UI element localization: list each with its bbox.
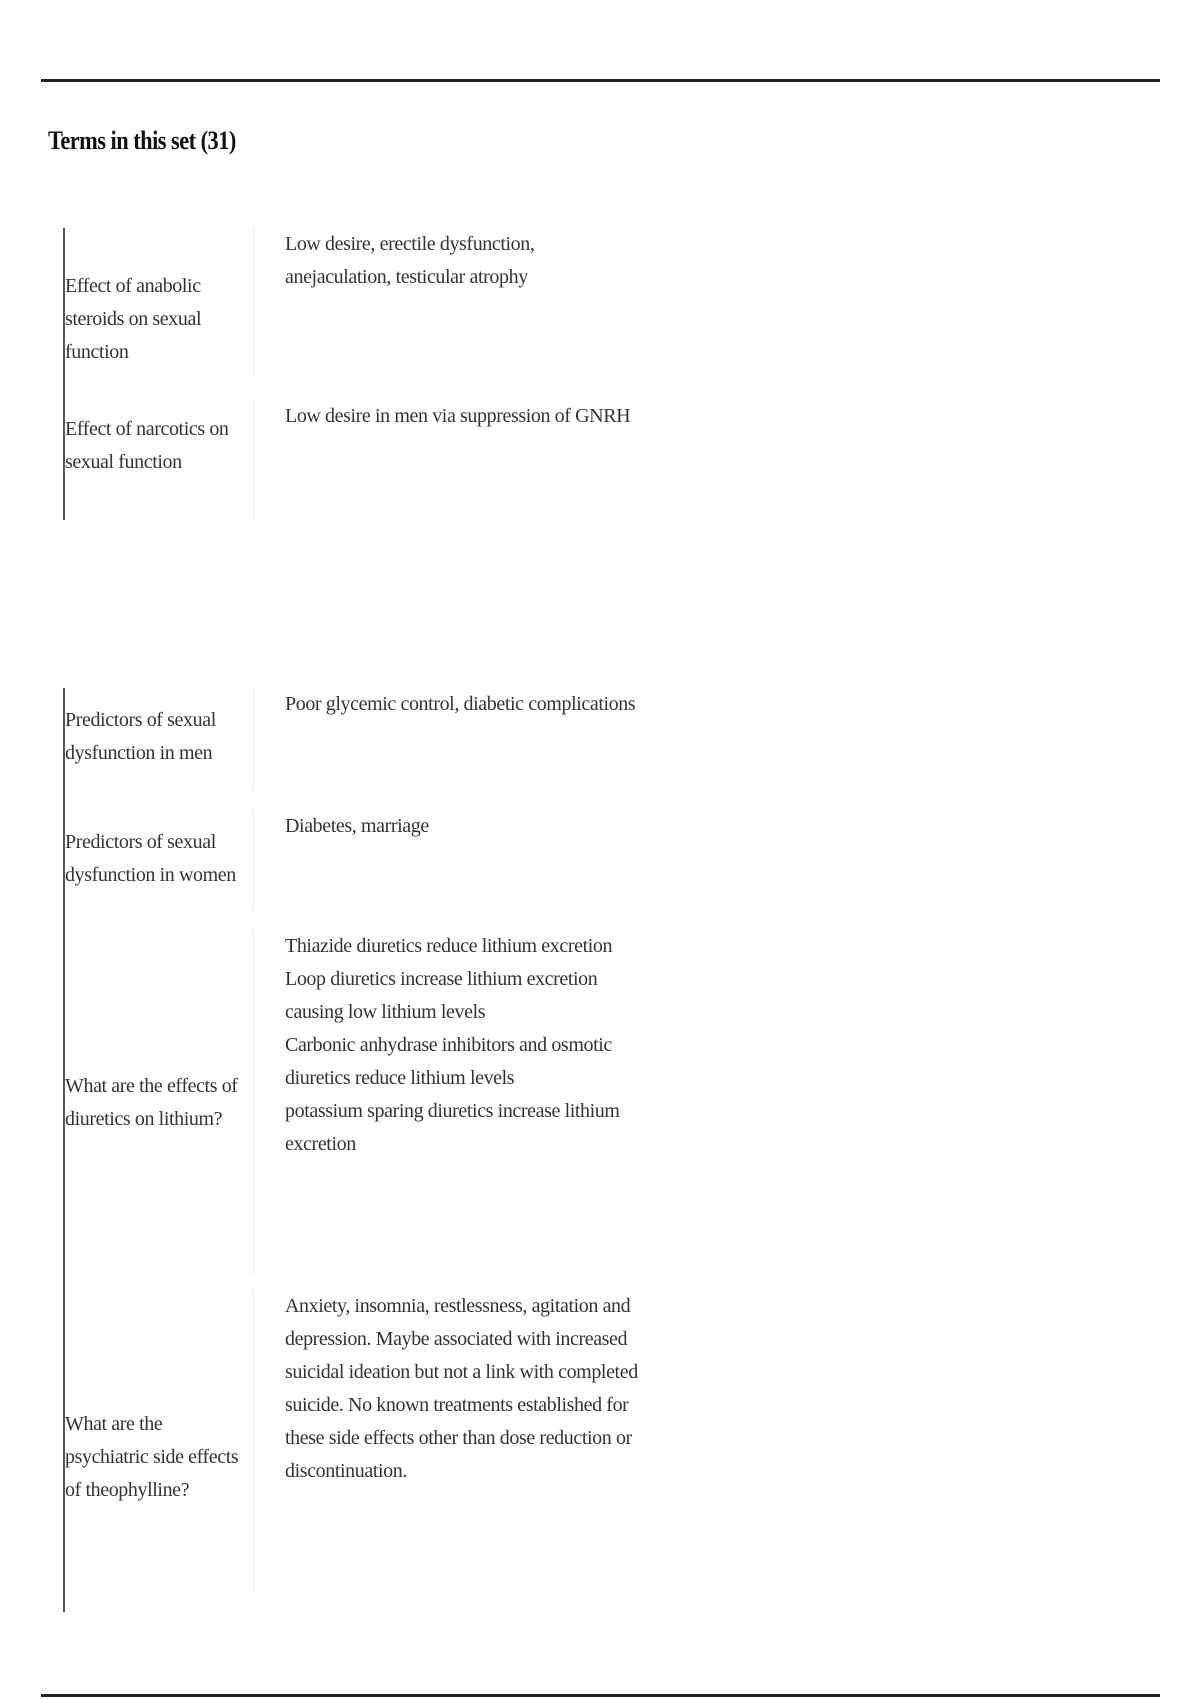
card-term: What are the effects of diuretics on lithium? — [65, 1075, 238, 1130]
term-card[interactable] — [65, 810, 1145, 910]
card-definition: Poor glycemic control, diabetic complications — [285, 693, 636, 715]
card-definition: Thiazide diuretics reduce lithium excretion Loop diuretics increase lithium excretion causing low lithium levels Carbonic anhydrase inhibitors and osmotic diuretics reduce lithium levels potassium sparing diuretics increase lithium excretion — [285, 935, 620, 1155]
top-divider — [41, 79, 1160, 82]
card-separator — [253, 1290, 254, 1592]
card-separator — [253, 810, 254, 910]
card-definition: Low desire in men via suppression of GNRH — [285, 405, 631, 427]
term-card[interactable] — [65, 400, 1145, 520]
card-term: Predictors of sexual dysfunction in men — [65, 709, 216, 764]
card-separator — [253, 400, 254, 520]
card-separator — [253, 688, 254, 790]
card-term: What are the psychiatric side effects of theophylline? — [65, 1413, 239, 1501]
term-card[interactable] — [65, 930, 1145, 1275]
terms-group-1 — [63, 228, 631, 520]
term-card[interactable] — [65, 688, 1145, 790]
card-definition: Anxiety, insomnia, restlessness, agitation and depression. Maybe associated with increased suicidal ideation but not a link with completed suicide. No known treatments established for these side effects other than dose reduction or discontinuation. — [285, 1295, 638, 1482]
card-definition: Diabetes, marriage — [285, 815, 429, 837]
terms-group-2 — [63, 688, 638, 1612]
term-card[interactable] — [65, 228, 1145, 378]
card-term: Effect of anabolic steroids on sexual function — [65, 275, 202, 363]
card-term: Predictors of sexual dysfunction in women — [65, 831, 236, 886]
term-card[interactable] — [65, 1290, 1145, 1592]
terms-heading: Terms in this set (31) — [48, 125, 236, 155]
bottom-divider — [41, 1694, 1160, 1697]
card-definition: Low desire, erectile dysfunction, anejaculation, testicular atrophy — [285, 233, 535, 288]
card-separator — [253, 228, 254, 378]
card-term: Effect of narcotics on sexual function — [65, 418, 229, 473]
card-separator — [253, 930, 254, 1275]
